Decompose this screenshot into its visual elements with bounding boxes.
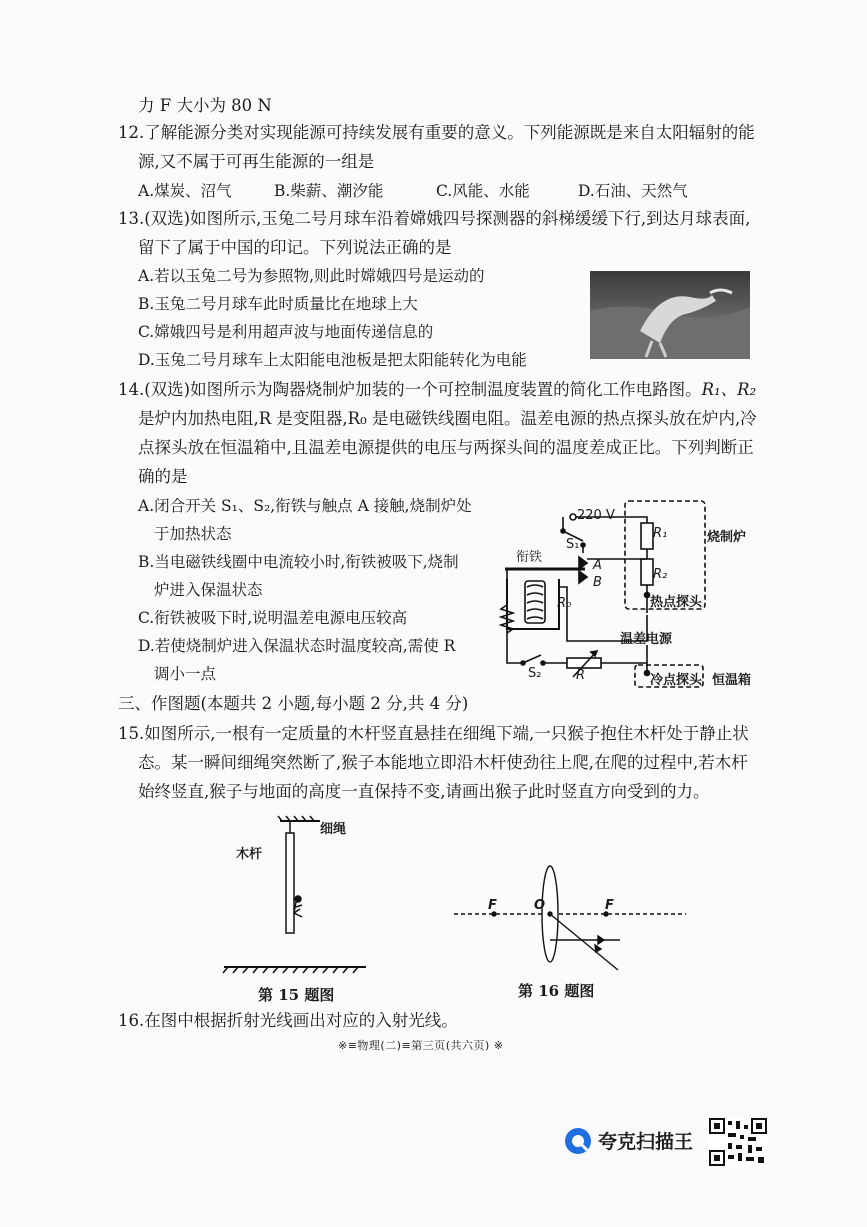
label-hot-probe: 热点探头 (650, 595, 703, 610)
quark-logo-icon (564, 1127, 592, 1155)
q14-option-c: C.衔铁被吸下时,说明温差电源电压较高 (138, 609, 408, 627)
q14-option-a-2: 于加热状态 (154, 525, 232, 543)
rheostat-r (567, 658, 601, 668)
q13-line1: 13.(双选)如图所示,玉兔二号月球车沿着嫦娥四号探测器的斜梯缓缓下行,到达月球表面, (118, 209, 751, 228)
refracted-ray-1 (550, 914, 618, 970)
qr-code-icon (708, 1117, 768, 1167)
fig16-o: O (534, 898, 546, 913)
fig16-f-right: F (605, 898, 614, 913)
q14-option-b-2: 炉进入保温状态 (154, 581, 263, 599)
switch-s2 (523, 655, 541, 663)
wooden-rod (286, 833, 294, 933)
q14-line1-text: 14.(双选)如图所示为陶器烧制炉加装的一个可控制温度装置的简化工作电路图。 (118, 380, 702, 399)
fig16-f-left: F (488, 898, 497, 913)
label-r0: R₀ (557, 596, 572, 611)
fig16-diagram (450, 862, 690, 972)
label-thermo-source: 温差电源 (620, 632, 673, 647)
q14-line3: 点探头放在恒温箱中,且温差电源提供的电压与两探头间的温度差成正比。下列判断正 (138, 438, 754, 457)
q14-line4: 确的是 (138, 467, 188, 486)
q13-option-b: B.玉兔二号月球车此时质量比在地球上大 (138, 295, 418, 313)
q12-line2: 源,又不属于可再生能源的一组是 (138, 152, 375, 171)
scanner-brand: 夸克扫描王 (598, 1131, 694, 1153)
q14-option-b-1: B.当电磁铁线圈中电流较小时,衔铁被吸下,烧制 (138, 553, 459, 571)
q14-option-d-1: D.若使烧制炉进入保温状态时温度较高,需使 R (138, 637, 456, 655)
q14-line1 (118, 379, 756, 401)
terminal-220v (570, 514, 576, 520)
scanner-watermark (560, 1117, 770, 1169)
label-armature: 衔铁 (516, 550, 543, 565)
section3-heading: 三、作图题(本题共 2 小题,每小题 2 分,共 4 分) (118, 694, 469, 713)
label-r2: R₂ (653, 567, 668, 582)
label-contact-a: A (593, 558, 602, 573)
fig15-caption: 第 15 题图 (258, 986, 335, 1004)
q14-option-d-2: 调小一点 (154, 665, 217, 683)
q16-line: 16.在图中根据折射光线画出对应的入射光线。 (118, 1011, 458, 1030)
fig15-rod-label: 木杆 (236, 847, 263, 862)
q14-option-a-1: A.闭合开关 S₁、S₂,衔铁与触点 A 接触,烧制炉处 (138, 497, 472, 515)
q14-line1-resistors: R₁、R₂ (701, 380, 757, 399)
page-footer: ※≡物理(二)≡第三页(共六页) ※ (338, 1039, 504, 1052)
fig16-caption: 第 16 题图 (518, 982, 595, 1000)
q13-option-d: D.玉兔二号月球车上太阳能电池板是把太阳能转化为电能 (138, 351, 527, 369)
monkey (295, 896, 301, 902)
q15-line3: 始终竖直,猴子与地面的高度一直保持不变,请画出猴子此时竖直方向受到的力。 (138, 782, 710, 801)
q14-line2: 是炉内加热电阻,R 是变阻器,R₀ 是电磁铁线圈电阻。温差电源的热点探头放在炉内,冷 (138, 409, 757, 428)
label-contact-b: B (593, 575, 602, 590)
q12-line1: 12.了解能源分类对实现能源可持续发展有重要的意义。下列能源既是来自太阳辐射的能 (118, 123, 755, 142)
q13-rover-photo (590, 271, 750, 359)
q15-line1: 15.如图所示,一根有一定质量的木杆竖直悬挂在细绳下端,一只猴子抱住木杆处于静止状 (118, 724, 749, 743)
fig15-diagram (220, 815, 370, 975)
q11-tail: 力 F 大小为 80 N (138, 96, 272, 115)
resistor-r2 (641, 559, 653, 585)
fig15-rope-label: 细绳 (320, 822, 347, 837)
q13-option-c: C.嫦娥四号是利用超声波与地面传递信息的 (138, 323, 434, 341)
q12-option-c: C.风能、水能 (436, 182, 530, 200)
label-220v: 220 V (577, 508, 615, 523)
label-s1: S₁ (566, 537, 580, 552)
label-r: R (576, 668, 586, 683)
q14-circuit-diagram (485, 495, 785, 695)
label-r1: R₁ (653, 526, 668, 541)
wire-top (625, 517, 647, 523)
q15-line2: 态。某一瞬间细绳突然断了,猴子本能地立即沿木杆使劲往上爬,在爬的过程中,若木杆 (138, 753, 748, 772)
label-cold-probe: 冷点探头 (650, 673, 703, 688)
q13-line2: 留下了属于中国的印记。下列说法正确的是 (138, 238, 452, 257)
label-constant-box: 恒温箱 (712, 673, 752, 688)
q12-option-a: A.煤炭、沼气 (138, 182, 232, 200)
label-s2: S₂ (528, 666, 542, 681)
label-furnace: 烧制炉 (707, 530, 747, 545)
q12-option-b: B.柴薪、潮汐能 (274, 182, 384, 200)
q12-option-d: D.石油、天然气 (578, 182, 688, 200)
q13-option-a: A.若以玉兔二号为参照物,则此时嫦娥四号是运动的 (138, 267, 485, 285)
resistor-r1 (641, 523, 653, 549)
electromagnet-coil (527, 585, 543, 619)
